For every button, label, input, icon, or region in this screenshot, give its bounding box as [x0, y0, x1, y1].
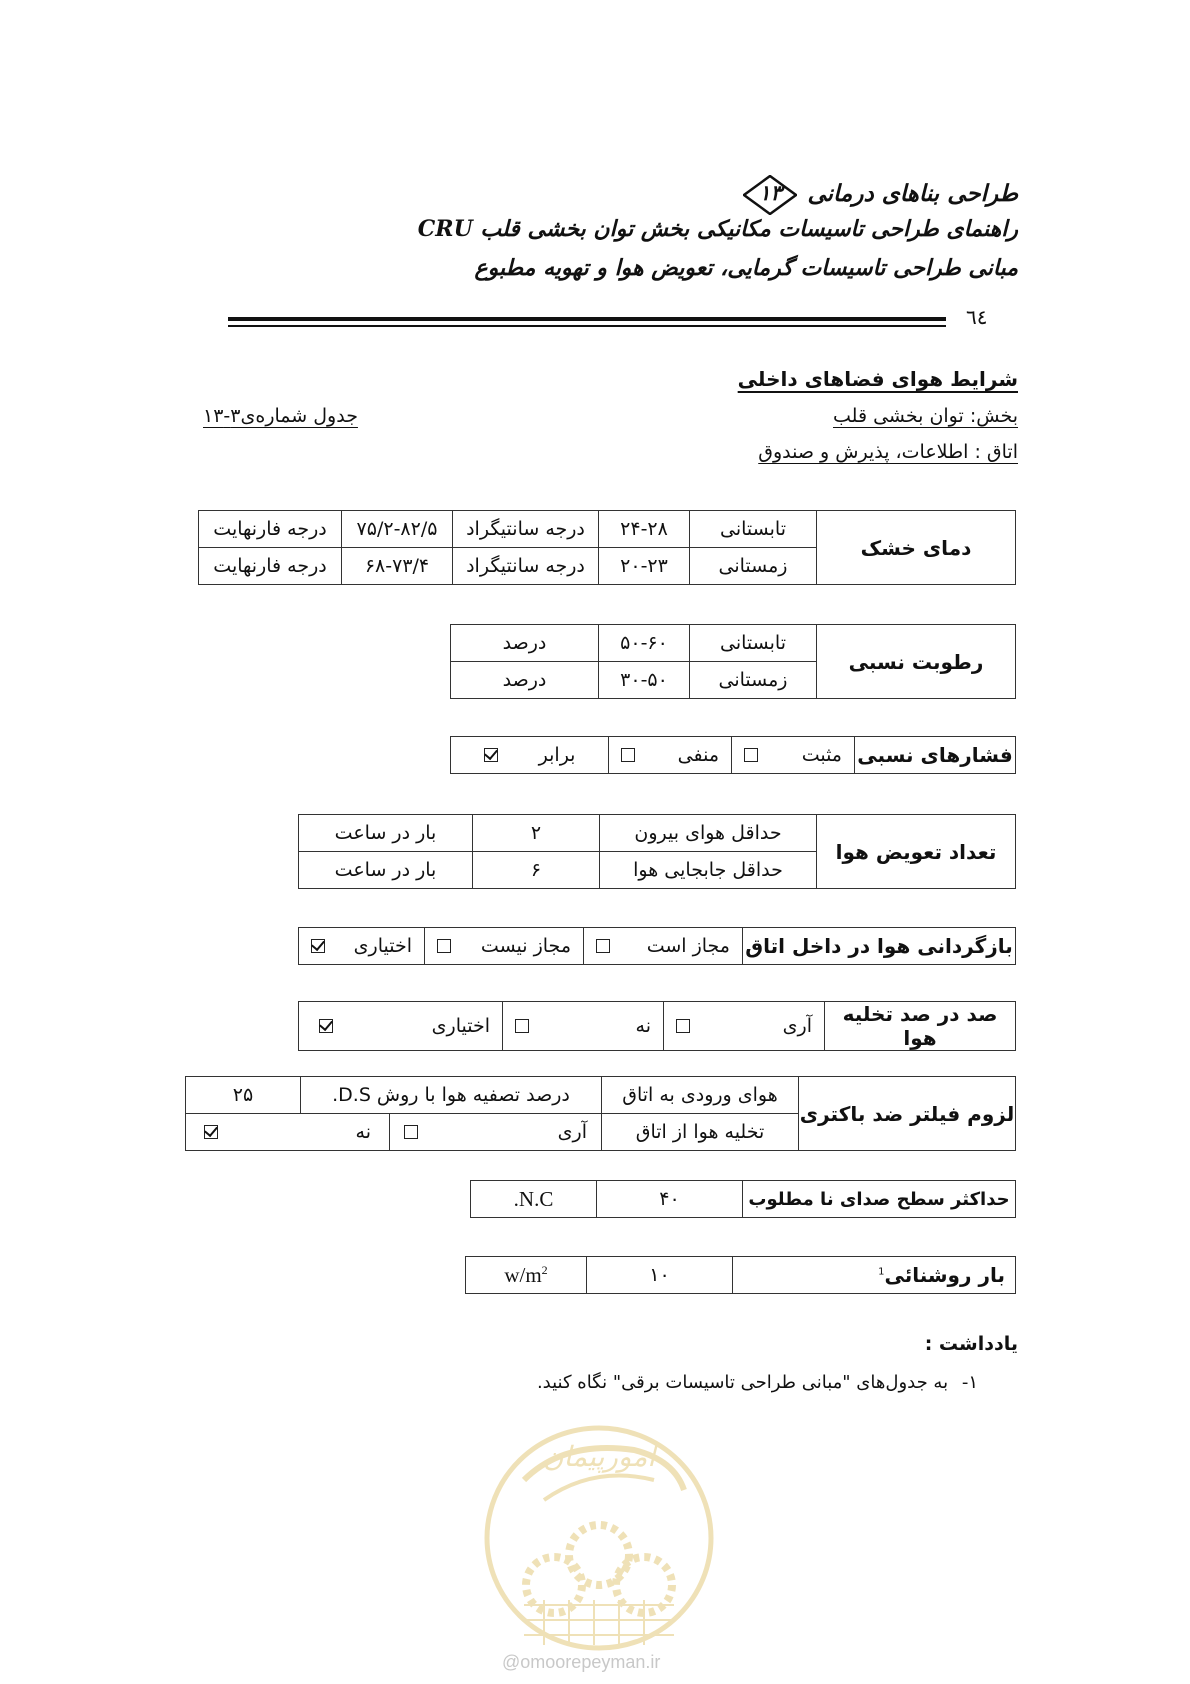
air-change-value: ۲ — [473, 815, 600, 852]
header-rule-thick — [228, 317, 946, 321]
exhaust-option-yes — [664, 1002, 825, 1051]
chapter-badge — [743, 175, 797, 215]
range-cell: ۳۰-۵۰ — [599, 662, 690, 699]
season-cell: زمستانی — [690, 548, 817, 585]
lighting-value: ۱۰ — [587, 1257, 733, 1294]
filter-row-name: هوای ورودی به اتاق — [602, 1077, 799, 1114]
at-icon: @ — [502, 1652, 521, 1672]
noise-table — [470, 1180, 1016, 1218]
season-cell: زمستانی — [690, 662, 817, 699]
dry-temp-table — [198, 510, 1016, 585]
option-label: مثبت — [801, 744, 842, 766]
humidity-table — [450, 624, 1016, 699]
option-label: آری — [557, 1121, 587, 1143]
checkbox-icon[interactable] — [676, 1019, 690, 1033]
checked-checkbox-icon[interactable] — [204, 1125, 218, 1139]
unit-cell: درجه فارنهایت — [199, 511, 342, 548]
recirculation-option-allowed — [584, 928, 743, 965]
pressure-option-positive — [732, 737, 855, 774]
unit-exponent: 2 — [541, 1262, 548, 1277]
checkbox-icon[interactable] — [437, 939, 451, 953]
checkbox-icon[interactable] — [621, 748, 635, 762]
recirculation-option-not-allowed — [425, 928, 584, 965]
lighting-table — [465, 1256, 1016, 1294]
noise-value: ۴۰ — [597, 1181, 743, 1218]
lighting-label-cell — [733, 1257, 1016, 1294]
exhaust-table — [298, 1001, 1016, 1051]
unit-cell: درجه فارنهایت — [199, 548, 342, 585]
option-label: اختیاری — [431, 1015, 490, 1037]
pressure-table — [450, 736, 1016, 774]
air-change-unit: بار در ساعت — [299, 815, 473, 852]
pressure-label: فشارهای نسبی — [855, 737, 1016, 774]
checkbox-icon[interactable] — [596, 939, 610, 953]
unit-cell: درجه سانتیگراد — [453, 511, 599, 548]
note-text: به جدول‌های "مبانی طراحی تاسیسات برقی" نگاه کنید. — [536, 1372, 949, 1393]
option-label: مجاز نیست — [480, 935, 571, 957]
room-label: اتاق : اطلاعات، پذیرش و صندوق — [758, 441, 1018, 463]
filter-row-name: تخلیه هوا از اتاق — [602, 1114, 799, 1151]
header-line-3: مبانی طراحی تاسیسات گرمایی، تعویض هوا و تهویه مطبوع — [474, 255, 1018, 281]
option-label: نه — [635, 1015, 651, 1037]
unit-cell: درصد — [451, 625, 599, 662]
lighting-unit: w/m — [504, 1262, 542, 1287]
filter-percent: ۲۵ — [186, 1077, 301, 1114]
recirculation-table — [298, 927, 1016, 965]
air-change-label: تعداد تعویض هوا — [817, 815, 1016, 889]
watermark-url-text: omoorepeyman.ir — [520, 1652, 661, 1672]
air-change-name: حداقل هوای بیرون — [600, 815, 817, 852]
note-item — [537, 1372, 978, 1393]
checkbox-icon[interactable] — [404, 1125, 418, 1139]
filter-label: لزوم فیلتر ضد باکتری — [799, 1077, 1016, 1151]
season-cell: تابستانی — [690, 511, 817, 548]
noise-label: حداکثر سطح صدای نا مطلوب — [743, 1181, 1016, 1218]
filter-option-no — [186, 1114, 389, 1150]
air-change-table — [298, 814, 1016, 889]
watermark-url — [502, 1652, 660, 1673]
filter-table — [185, 1076, 1016, 1151]
header-line-1 — [743, 175, 1018, 215]
air-change-value: ۶ — [473, 852, 600, 889]
note-number: ۱- — [961, 1372, 978, 1393]
filter-method: درصد تصفیه هوا با روش D.S. — [301, 1077, 602, 1114]
option-label: اختیاری — [353, 935, 412, 957]
filter-exhaust-options — [186, 1114, 602, 1151]
header-rule-thin — [228, 325, 946, 327]
exhaust-option-optional — [299, 1002, 503, 1051]
noise-unit: N.C. — [471, 1181, 597, 1218]
checkbox-icon[interactable] — [515, 1019, 529, 1033]
air-change-name: حداقل جابجایی هوا — [600, 852, 817, 889]
humidity-label: رطوبت نسبی — [817, 625, 1016, 699]
table-number: جدول شماره‌ی۳-۱۳ — [203, 405, 358, 427]
checked-checkbox-icon[interactable] — [311, 939, 325, 953]
watermark-logo — [484, 1420, 714, 1670]
filter-option-yes — [389, 1114, 601, 1150]
range-cell: ۲۴-۲۸ — [599, 511, 690, 548]
checked-checkbox-icon[interactable] — [484, 748, 498, 762]
pressure-option-negative — [609, 737, 732, 774]
range-cell: ۵۰-۶۰ — [599, 625, 690, 662]
watermark-logo-text: امورپیمان — [542, 1440, 656, 1473]
range-cell: ۷۵/۲-۸۲/۵ — [342, 511, 453, 548]
option-label: آری — [782, 1015, 812, 1037]
section-title: شرایط هوای فضاهای داخلی — [737, 367, 1018, 391]
recirculation-label: بازگردانی هوا در داخل اتاق — [743, 928, 1016, 965]
notes-title: یادداشت : — [924, 1333, 1018, 1355]
unit-cell: درصد — [451, 662, 599, 699]
exhaust-label: صد در صد تخلیه هوا — [825, 1002, 1016, 1051]
header-line-2: راهنمای طراحی تاسیسات مکانیکی بخش توان بخشی قلب CRU — [417, 216, 1018, 242]
header-title: طراحی بناهای درمانی — [807, 180, 1018, 207]
unit-cell: درجه سانتیگراد — [453, 548, 599, 585]
option-label: منفی — [677, 744, 719, 766]
option-label: مجاز است — [646, 935, 730, 957]
dry-temp-label: دمای خشک — [817, 511, 1016, 585]
range-cell: ۲۰-۲۳ — [599, 548, 690, 585]
lighting-unit-cell — [466, 1257, 587, 1294]
lighting-label: بار روشنائی — [884, 1263, 1005, 1287]
option-label: برابر — [538, 744, 576, 766]
pressure-option-equal — [451, 737, 609, 774]
page-number: ٦٤ — [966, 305, 988, 329]
recirculation-option-optional — [299, 928, 425, 965]
option-label: نه — [355, 1121, 371, 1143]
checkbox-icon[interactable] — [744, 748, 758, 762]
chapter-number: ۱۳ — [759, 180, 782, 205]
season-cell: تابستانی — [690, 625, 817, 662]
exhaust-option-no — [503, 1002, 664, 1051]
checked-checkbox-icon[interactable] — [319, 1019, 333, 1033]
range-cell: ۶۸-۷۳/۴ — [342, 548, 453, 585]
department-label: بخش: توان بخشی قلب — [833, 405, 1018, 427]
air-change-unit: بار در ساعت — [299, 852, 473, 889]
footnote-marker: 1 — [878, 1266, 885, 1278]
